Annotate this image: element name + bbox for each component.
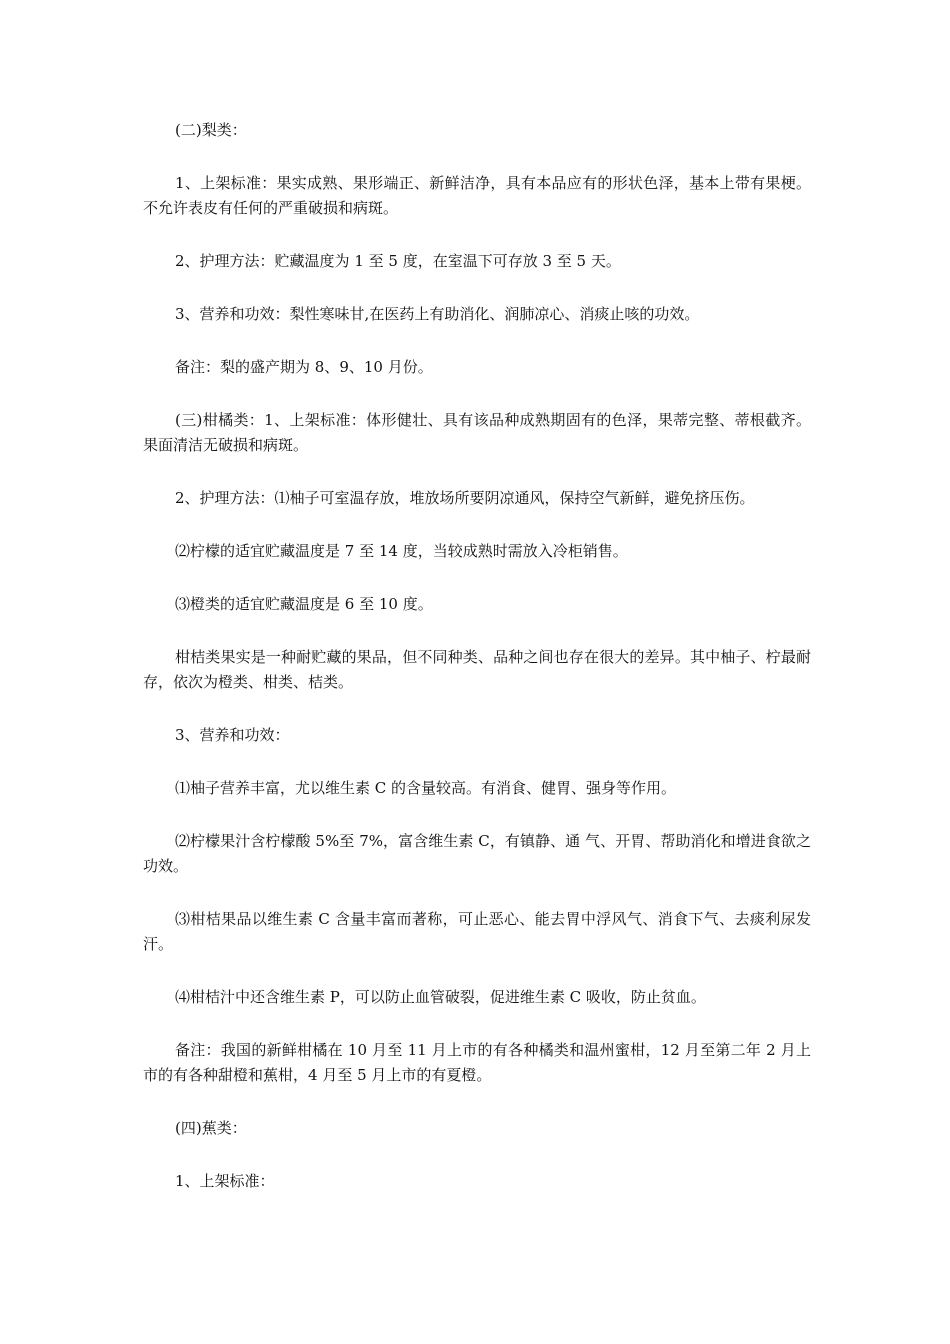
section-heading-bananas: (四)蕉类： [175, 1119, 247, 1137]
paragraph-tangerine-juice: ⑷柑桔汁中还含维生素 P，可以防止血管破裂，促进维生素 C 吸收，防止贫血。 [175, 988, 706, 1006]
paragraph-banana-shelf-standard: 1、上架标准： [175, 1172, 275, 1190]
paragraph-citrus-durability: 柑桔类果实是一种耐贮藏的果品，但不同种类、品种之间也存在很大的差异。其中柚子、柠最耐存，依次为橙类、柑类、桔类。 [143, 648, 811, 691]
section-heading-pears: (二)梨类： [175, 121, 247, 139]
document-body [143, 118, 811, 1222]
paragraph-citrus-nutrition-heading: 3、营养和功效： [175, 726, 290, 744]
section-heading-citrus: (三)柑橘类：1、上架标准：体形健壮、具有该品种成熟期固有的色泽，果蒂完整、蒂根截齐。果面清洁无破损和病斑。 [143, 411, 811, 454]
paragraph-orange-storage: ⑶橙类的适宜贮藏温度是 6 至 10 度。 [175, 595, 433, 613]
paragraph-lemon-storage: ⑵柠檬的适宜贮藏温度是 7 至 14 度，当较成熟时需放入冷柜销售。 [175, 542, 628, 560]
paragraph-pear-note: 备注：梨的盛产期为 8、9、10 月份。 [175, 358, 433, 376]
paragraph-citrus-note: 备注：我国的新鲜柑橘在 10 月至 11 月上市的有各种橘类和温州蜜柑，12 月至第二年 2 月上市的有各种甜橙和蕉柑，4 月至 5 月上市的有夏橙。 [143, 1041, 811, 1084]
paragraph-pear-nutrition: 3、营养和功效：梨性寒味甘,在医药上有助消化、润肺凉心、消痰止咳的功效。 [175, 305, 700, 323]
paragraph-pear-shelf-standard: 1、上架标准：果实成熟、果形端正、新鲜洁净，具有本品应有的形状色泽，基本上带有果梗。不允许表皮有任何的严重破损和病斑。 [143, 174, 811, 217]
paragraph-tangerine-nutrition: ⑶柑桔果品以维生素 C 含量丰富而著称，可止恶心、能去胃中浮风气、消食下气、去痰利尿发汗。 [143, 910, 811, 953]
paragraph-pomelo-nutrition: ⑴柚子营养丰富，尤以维生素 C 的含量较高。有消食、健胃、强身等作用。 [175, 779, 677, 797]
paragraph-lemon-nutrition: ⑵柠檬果汁含柠檬酸 5%至 7%，富含维生素 C，有镇静、通 气、开胃、帮助消化和增进食欲之功效。 [143, 832, 811, 875]
paragraph-citrus-care-method: 2、护理方法：⑴柚子可室温存放，堆放场所要阴凉通风，保持空气新鲜，避免挤压伤。 [175, 489, 755, 507]
paragraph-pear-care-method: 2、护理方法：贮藏温度为 1 至 5 度，在室温下可存放 3 至 5 天。 [175, 252, 621, 270]
